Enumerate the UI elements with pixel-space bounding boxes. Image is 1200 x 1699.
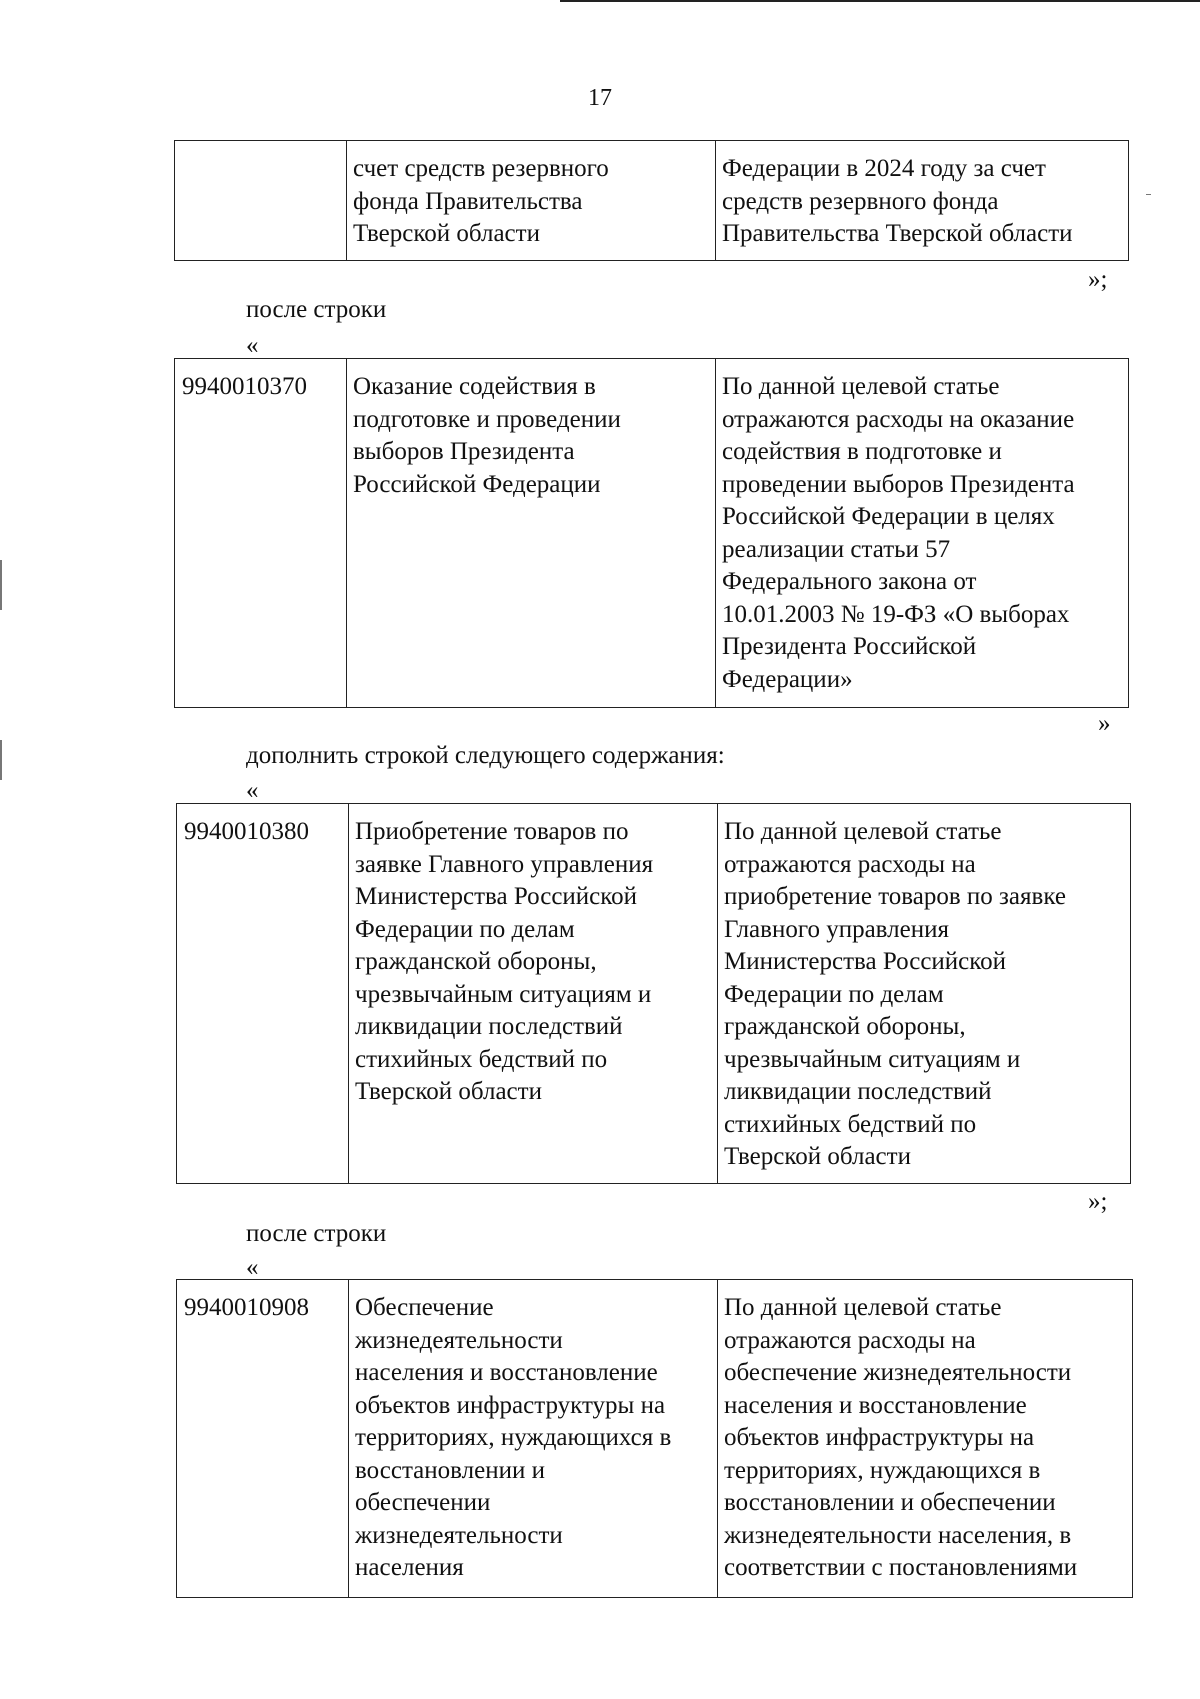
name-line: населения и восстановление (355, 1359, 658, 1386)
desc-line: чрезвычайным ситуациям и (724, 1045, 1021, 1073)
desc-line: Федерального закона от (722, 568, 977, 595)
instruction-text: после строки (246, 1220, 387, 1247)
desc-line: Федерации в 2024 году за счет (722, 155, 1046, 182)
name-line: Тверской области (355, 1078, 542, 1105)
table-row-9940010380 (176, 803, 1131, 1184)
desc-line: реализации статьи 57 (722, 535, 951, 563)
row-name (349, 1280, 718, 1598)
desc-line: объектов инфраструктуры на (724, 1424, 1035, 1451)
desc-line: Главного управления (724, 915, 949, 943)
name-line: территориях, нуждающихся в (355, 1424, 672, 1451)
row-description (718, 1280, 1133, 1598)
desc-line: средств резервного фонда (722, 187, 999, 215)
closing-quote: »; (1088, 266, 1108, 293)
row-code: 9940010370 (175, 359, 347, 708)
desc-line: восстановлении и обеспечении (724, 1489, 1056, 1516)
name-line: Федерации по делам (355, 915, 575, 943)
row-code: 9940010908 (177, 1280, 349, 1598)
row-description (716, 359, 1129, 708)
name-line: жизнедеятельности (355, 1326, 563, 1354)
desc-line: приобретение товаров по заявке (724, 883, 1066, 910)
table-row (175, 359, 1129, 708)
table-row-9940010370 (174, 358, 1129, 708)
row-name (347, 141, 716, 261)
table-continued (174, 140, 1129, 261)
desc-line: проведении выборов Президента (722, 470, 1075, 498)
scan-edge-mark (0, 740, 2, 780)
name-line: Обеспечение (355, 1294, 494, 1321)
desc-line: Министерства Российской (724, 948, 1007, 975)
name-line: подготовке и проведении (353, 405, 621, 433)
desc-line: отражаются расходы на (724, 1326, 976, 1354)
desc-line: обеспечение жизнедеятельности (724, 1359, 1072, 1386)
desc-line: территориях, нуждающихся в (724, 1456, 1041, 1484)
name-line: фонда Правительства (353, 187, 583, 215)
name-line: Министерства Российской (355, 883, 638, 910)
name-line: счет средств резервного (353, 155, 609, 182)
desc-line: Правительства Тверской области (722, 220, 1073, 247)
table-row (177, 804, 1131, 1184)
name-line: обеспечении (355, 1489, 491, 1516)
desc-line: стихийных бедствий по (724, 1110, 977, 1138)
closing-quote: »; (1088, 1188, 1108, 1215)
instruction-text: дополнить строкой следующего содержания: (246, 742, 725, 769)
table-row (177, 1280, 1133, 1598)
desc-line: По данной целевой статье (724, 1294, 1002, 1321)
opening-quote: « (246, 332, 259, 359)
name-line: восстановлении и (355, 1456, 545, 1484)
name-line: выборов Президента (353, 438, 575, 465)
name-line: Тверской области (353, 220, 540, 247)
desc-line: населения и восстановление (724, 1391, 1027, 1419)
desc-line: Президента Российской (722, 633, 977, 660)
desc-line: жизнедеятельности населения, в (724, 1521, 1072, 1549)
row-name (347, 359, 716, 708)
name-line: гражданской обороны, (355, 948, 597, 975)
desc-line: ликвидации последствий (724, 1078, 992, 1105)
name-line: населения (355, 1554, 464, 1581)
desc-line: Российской Федерации в целях (722, 503, 1055, 530)
name-line: Оказание содействия в (353, 373, 596, 400)
desc-line: Федерации» (722, 665, 853, 693)
desc-line: гражданской обороны, (724, 1013, 966, 1040)
row-name (349, 804, 718, 1184)
instruction-text: после строки (246, 296, 387, 323)
desc-line: Тверской области (724, 1143, 911, 1170)
name-line: объектов инфраструктуры на (355, 1391, 666, 1419)
table-row (175, 141, 1129, 261)
desc-line: 10.01.2003 № 19-ФЗ «О выборах (722, 600, 1070, 628)
closing-quote: » (1098, 710, 1111, 737)
name-line: стихийных бедствий по (355, 1045, 608, 1073)
opening-quote: « (246, 777, 259, 804)
desc-line: По данной целевой статье (724, 818, 1002, 845)
row-code (175, 141, 347, 261)
page-top-edge (560, 0, 1200, 2)
desc-line: содействия в подготовке и (722, 438, 1002, 465)
desc-line: Федерации по делам (724, 980, 944, 1008)
row-description (718, 804, 1131, 1184)
name-line: Российской Федерации (353, 470, 601, 498)
row-code: 9940010380 (177, 804, 349, 1184)
opening-quote: « (246, 1254, 259, 1281)
scan-speck (1146, 194, 1151, 195)
name-line: жизнедеятельности (355, 1521, 563, 1549)
desc-line: По данной целевой статье (722, 373, 1000, 400)
desc-line: отражаются расходы на (724, 850, 976, 878)
name-line: Приобретение товаров по (355, 818, 629, 845)
page-number: 17 (588, 85, 612, 111)
desc-line: отражаются расходы на оказание (722, 405, 1075, 433)
row-description (716, 141, 1129, 261)
name-line: ликвидации последствий (355, 1013, 623, 1040)
table-row-9940010908 (176, 1279, 1133, 1598)
desc-line: соответствии с постановлениями (724, 1554, 1078, 1581)
name-line: чрезвычайным ситуациям и (355, 980, 652, 1008)
name-line: заявке Главного управления (355, 850, 654, 878)
scan-edge-mark (0, 560, 2, 610)
